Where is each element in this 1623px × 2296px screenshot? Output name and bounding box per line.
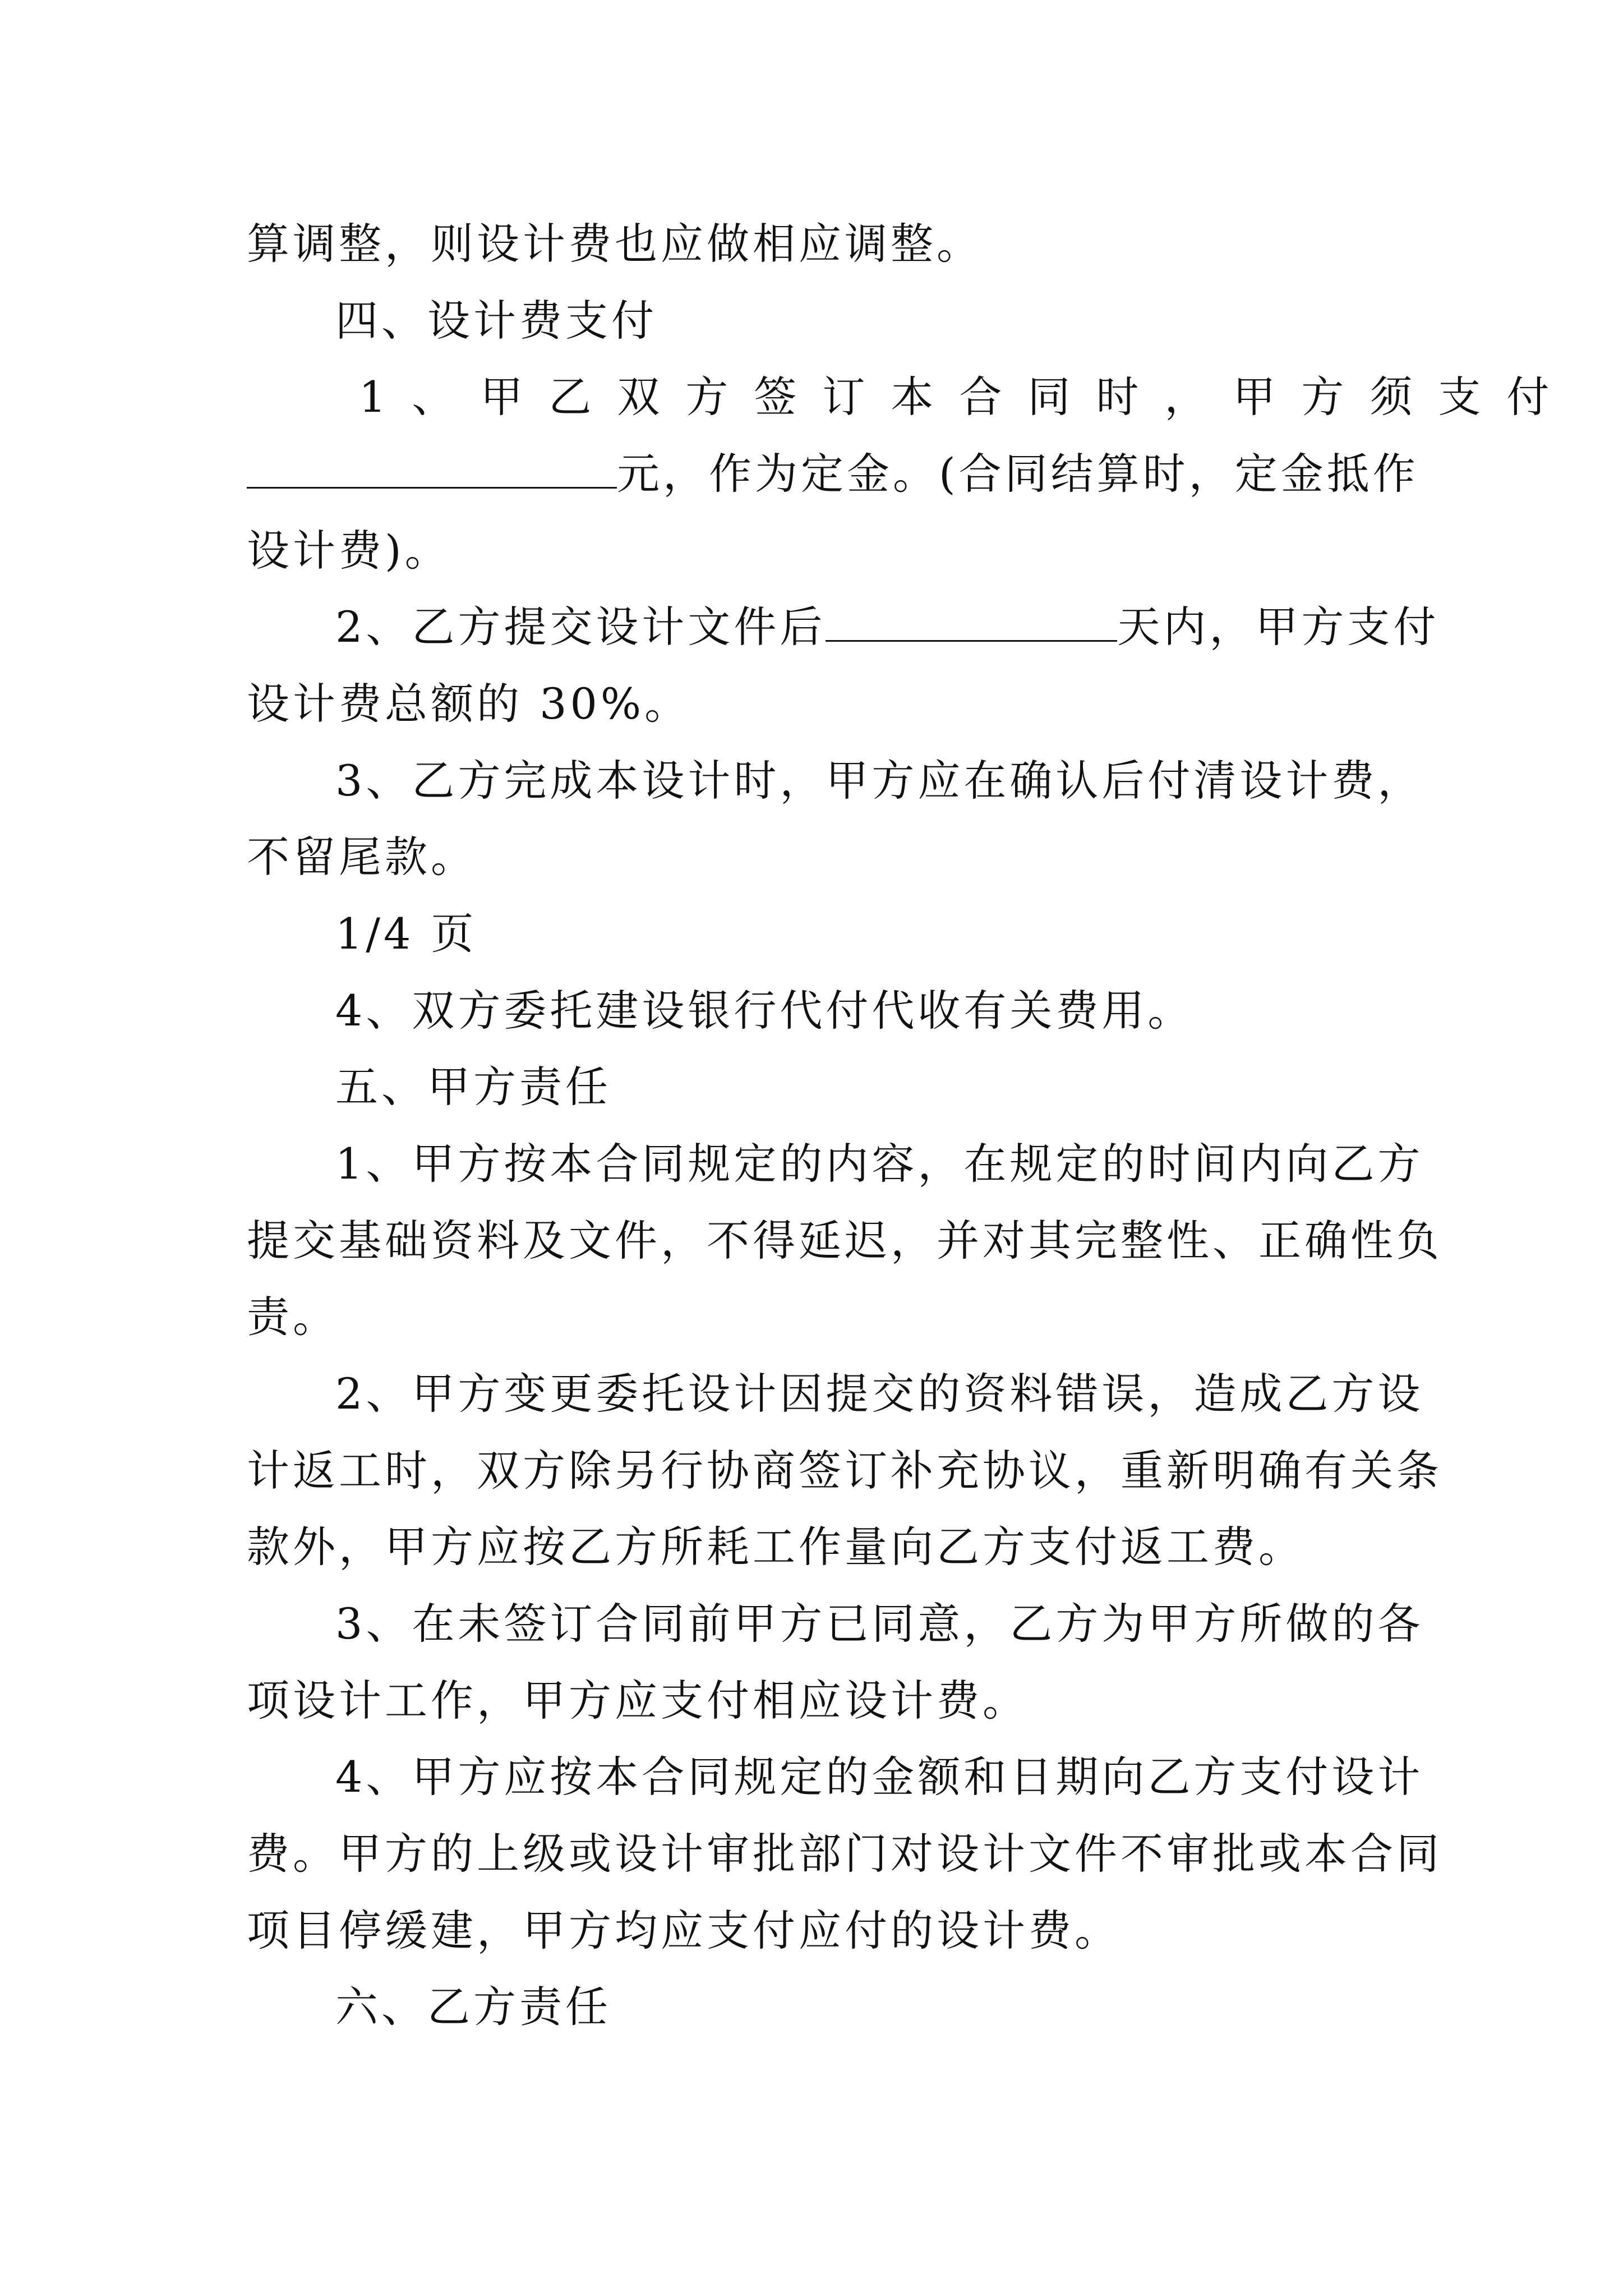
text-line <box>247 1443 1442 1499</box>
text-line <box>247 216 1391 272</box>
text-line-content: 款外，甲方应按乙方所耗工作量向乙方支付返工费。 <box>247 1522 1304 1572</box>
text-line-content: 项设计工作，甲方应支付相应设计费。 <box>247 1676 1029 1726</box>
page-number-text: 1/4 页 <box>335 909 477 959</box>
fill-in-blank-amount[interactable] <box>247 448 617 489</box>
clause-text: 4、甲方应按本合同规定的金额和日期向乙方支付设计 <box>335 1752 1424 1802</box>
text-line <box>247 523 1391 579</box>
clause-text: 1、甲方按本合同规定的内容，在规定的时间内向乙方 <box>335 1139 1424 1189</box>
text-line <box>247 1519 1391 1575</box>
clause-text: 2、乙方提交设计文件后 <box>335 602 826 652</box>
text-line-content: 项目停缓建，甲方均应支付应付的设计费。 <box>247 1906 1121 1955</box>
clause-text: 3、在未签订合同前甲方已同意，乙方为甲方所做的各 <box>335 1599 1424 1649</box>
text-line-content: 元，作为定金。(合同结算时，定金抵作 <box>617 449 1419 499</box>
text-line-content: 计返工时，双方除另行协商签订补充协议，重新明确有关条 <box>247 1446 1442 1496</box>
payment-clause-4 <box>335 983 1391 1039</box>
text-line <box>247 829 1391 885</box>
text-line-content: 算调整，则设计费也应做相应调整。 <box>247 219 983 269</box>
text-line <box>247 446 1419 502</box>
text-line-content: 责。 <box>247 1292 339 1342</box>
party-a-clause-3 <box>335 1596 1424 1652</box>
section-heading-party-b <box>335 1979 1391 2035</box>
text-line-content: 设计费总额的 30%。 <box>247 679 691 729</box>
text-line <box>247 1213 1442 1269</box>
party-a-clause-1 <box>335 1136 1424 1192</box>
text-line <box>247 1289 1391 1345</box>
party-a-clause-4 <box>335 1749 1424 1805</box>
page-number <box>335 906 1391 962</box>
heading-text: 六、乙方责任 <box>335 1982 611 2032</box>
text-line <box>247 1673 1391 1729</box>
text-line-content: 不留尾款。 <box>247 832 477 882</box>
section-heading-payment <box>335 293 1391 349</box>
clause-text-continued: 天内，甲方支付 <box>1117 602 1440 652</box>
text-line-content: 费。甲方的上级或设计审批部门对设计文件不审批或本合同 <box>247 1829 1442 1879</box>
text-line-content: 提交基础资料及文件，不得延迟，并对其完整性、正确性负 <box>247 1216 1442 1266</box>
payment-clause-3 <box>335 753 1424 809</box>
text-line-content: 设计费)。 <box>247 526 451 576</box>
text-line <box>247 1903 1391 1959</box>
clause-text: 2、甲方变更委托设计因提交的资料错误，造成乙方设 <box>335 1369 1424 1419</box>
text-line <box>247 1826 1442 1882</box>
payment-clause-1 <box>359 369 1575 425</box>
clause-text: 4、双方委托建设银行代付代收有关费用。 <box>335 986 1194 1036</box>
party-a-clause-2 <box>335 1366 1424 1422</box>
clause-text: 3、乙方完成本设计时，甲方应在确认后付清设计费， <box>335 756 1424 806</box>
text-line <box>247 676 1391 732</box>
payment-clause-2 <box>335 599 1440 655</box>
heading-text: 四、设计费支付 <box>335 296 657 346</box>
heading-text: 五、甲方责任 <box>335 1062 611 1112</box>
clause-text: 1、甲乙双方签订本合同时，甲方须支付 <box>359 372 1575 422</box>
fill-in-blank-days[interactable] <box>826 601 1117 642</box>
section-heading-party-a <box>335 1059 1391 1115</box>
